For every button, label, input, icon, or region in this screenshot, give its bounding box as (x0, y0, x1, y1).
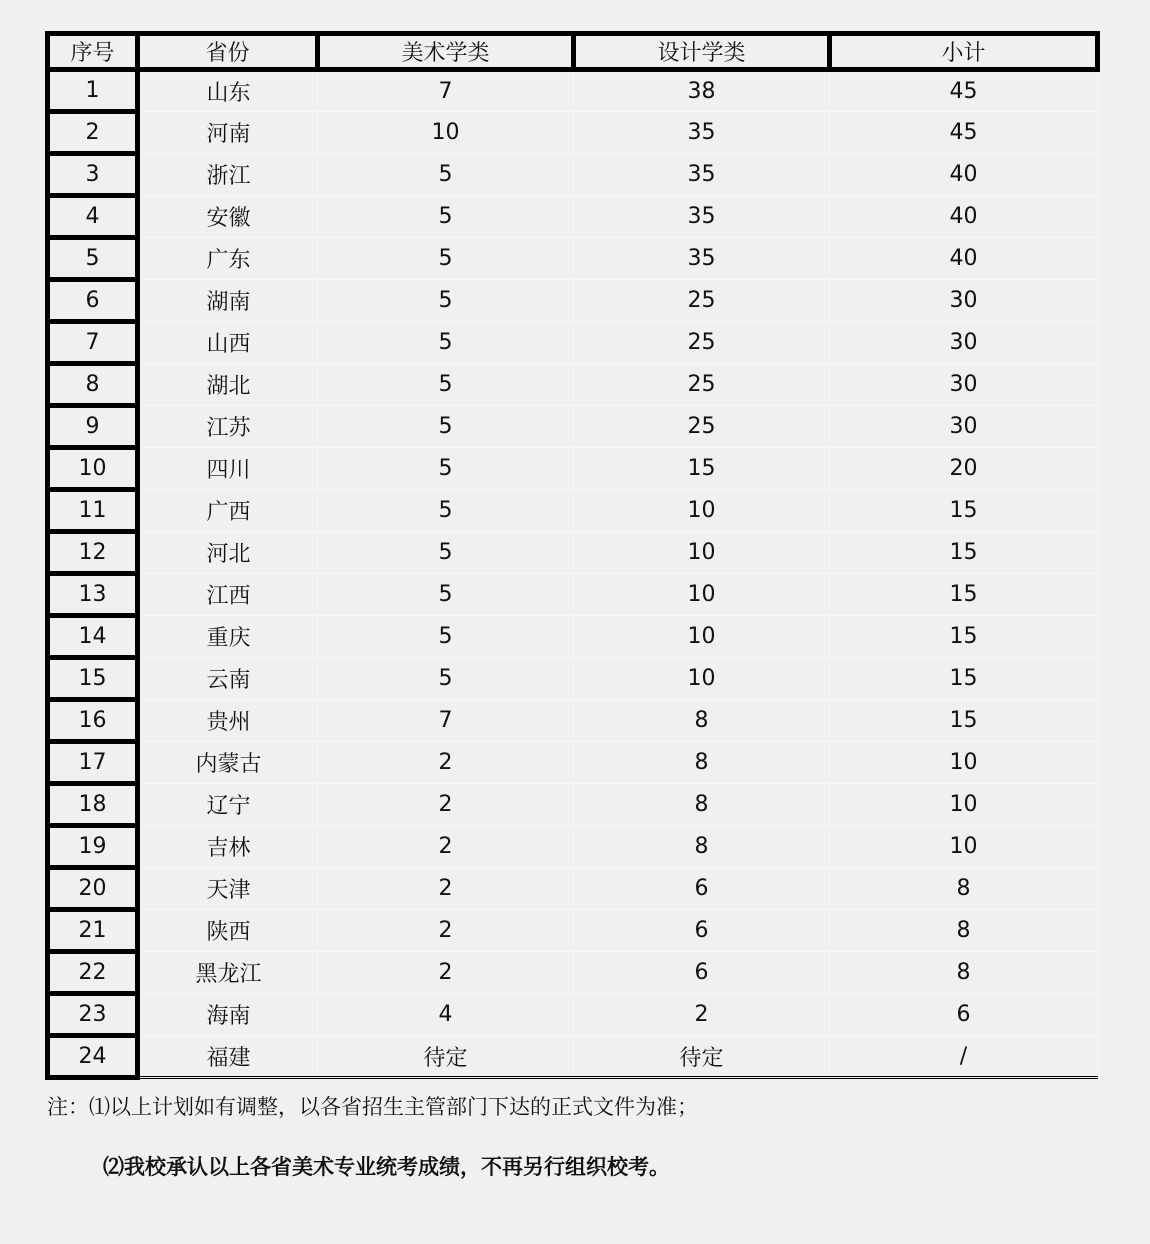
table-body (48, 70, 1098, 1078)
cell-fine-arts: 2 (318, 784, 574, 826)
cell-subtotal: 20 (830, 448, 1098, 490)
cell-province: 湖北 (138, 364, 318, 406)
cell-province: 内蒙古 (138, 742, 318, 784)
cell-design: 6 (574, 868, 830, 910)
table-row (48, 280, 1098, 322)
cell-province: 福建 (138, 1036, 318, 1078)
cell-fine-arts: 2 (318, 952, 574, 994)
cell-design: 35 (574, 154, 830, 196)
cell-subtotal: 45 (830, 70, 1098, 112)
cell-fine-arts: 7 (318, 70, 574, 112)
cell-province: 山西 (138, 322, 318, 364)
cell-fine-arts: 2 (318, 868, 574, 910)
cell-province: 江苏 (138, 406, 318, 448)
cell-province: 浙江 (138, 154, 318, 196)
cell-province: 江西 (138, 574, 318, 616)
cell-subtotal: 30 (830, 364, 1098, 406)
cell-fine-arts: 2 (318, 910, 574, 952)
cell-index: 13 (48, 574, 138, 616)
cell-index: 19 (48, 826, 138, 868)
enrollment-quota-table (45, 31, 1100, 1080)
cell-index: 20 (48, 868, 138, 910)
cell-design: 10 (574, 616, 830, 658)
cell-subtotal: 45 (830, 112, 1098, 154)
cell-index: 24 (48, 1036, 138, 1078)
cell-province: 海南 (138, 994, 318, 1036)
cell-subtotal: 30 (830, 406, 1098, 448)
cell-subtotal: / (830, 1036, 1098, 1078)
table-row (48, 910, 1098, 952)
cell-fine-arts: 5 (318, 574, 574, 616)
cell-province: 广东 (138, 238, 318, 280)
table-row (48, 574, 1098, 616)
cell-subtotal: 8 (830, 910, 1098, 952)
cell-index: 11 (48, 490, 138, 532)
cell-index: 18 (48, 784, 138, 826)
cell-subtotal: 40 (830, 154, 1098, 196)
cell-province: 贵州 (138, 700, 318, 742)
cell-design: 38 (574, 70, 830, 112)
cell-design: 25 (574, 364, 830, 406)
table-row (48, 322, 1098, 364)
table-row (48, 238, 1098, 280)
cell-design: 6 (574, 910, 830, 952)
cell-design: 8 (574, 784, 830, 826)
cell-subtotal: 15 (830, 574, 1098, 616)
table-row (48, 616, 1098, 658)
table-row (48, 826, 1098, 868)
cell-fine-arts: 5 (318, 322, 574, 364)
cell-fine-arts: 10 (318, 112, 574, 154)
cell-index: 23 (48, 994, 138, 1036)
table-row (48, 112, 1098, 154)
table-row (48, 868, 1098, 910)
cell-subtotal: 15 (830, 616, 1098, 658)
cell-subtotal: 15 (830, 658, 1098, 700)
cell-fine-arts: 5 (318, 448, 574, 490)
table-row (48, 448, 1098, 490)
cell-index: 1 (48, 70, 138, 112)
note-exam-recognition: ⑵我校承认以上各省美术专业统考成绩，不再另行组织校考。 (103, 1155, 670, 1179)
cell-province: 辽宁 (138, 784, 318, 826)
cell-fine-arts: 5 (318, 154, 574, 196)
cell-province: 陕西 (138, 910, 318, 952)
cell-index: 9 (48, 406, 138, 448)
cell-province: 湖南 (138, 280, 318, 322)
cell-province: 广西 (138, 490, 318, 532)
cell-index: 15 (48, 658, 138, 700)
table-row (48, 742, 1098, 784)
cell-fine-arts: 5 (318, 406, 574, 448)
table-row (48, 658, 1098, 700)
cell-province: 云南 (138, 658, 318, 700)
table-row (48, 406, 1098, 448)
cell-design: 15 (574, 448, 830, 490)
cell-subtotal: 30 (830, 280, 1098, 322)
cell-index: 17 (48, 742, 138, 784)
table-row (48, 532, 1098, 574)
cell-index: 7 (48, 322, 138, 364)
cell-index: 12 (48, 532, 138, 574)
cell-province: 黑龙江 (138, 952, 318, 994)
cell-province: 吉林 (138, 826, 318, 868)
cell-subtotal: 15 (830, 700, 1098, 742)
cell-subtotal: 15 (830, 532, 1098, 574)
cell-province: 安徽 (138, 196, 318, 238)
cell-design: 10 (574, 658, 830, 700)
cell-index: 10 (48, 448, 138, 490)
cell-subtotal: 40 (830, 238, 1098, 280)
cell-fine-arts: 5 (318, 280, 574, 322)
cell-subtotal: 10 (830, 826, 1098, 868)
cell-index: 2 (48, 112, 138, 154)
cell-fine-arts: 5 (318, 196, 574, 238)
cell-design: 35 (574, 238, 830, 280)
cell-design: 35 (574, 196, 830, 238)
cell-index: 6 (48, 280, 138, 322)
cell-design: 25 (574, 406, 830, 448)
table-row (48, 196, 1098, 238)
table-row (48, 994, 1098, 1036)
cell-design: 8 (574, 826, 830, 868)
cell-index: 21 (48, 910, 138, 952)
cell-province: 山东 (138, 70, 318, 112)
cell-index: 4 (48, 196, 138, 238)
cell-index: 16 (48, 700, 138, 742)
cell-index: 3 (48, 154, 138, 196)
cell-design: 10 (574, 490, 830, 532)
header-fine-arts: 美术学类 (318, 34, 574, 70)
table-row (48, 1036, 1098, 1078)
cell-fine-arts: 5 (318, 658, 574, 700)
cell-fine-arts: 待定 (318, 1036, 574, 1078)
cell-design: 25 (574, 280, 830, 322)
cell-index: 22 (48, 952, 138, 994)
cell-index: 5 (48, 238, 138, 280)
cell-design: 6 (574, 952, 830, 994)
cell-subtotal: 6 (830, 994, 1098, 1036)
cell-fine-arts: 2 (318, 742, 574, 784)
cell-design: 35 (574, 112, 830, 154)
note-adjustment: 注：⑴以上计划如有调整，以各省招生主管部门下达的正式文件为准； (47, 1095, 698, 1119)
cell-design: 待定 (574, 1036, 830, 1078)
cell-subtotal: 10 (830, 784, 1098, 826)
table-row (48, 490, 1098, 532)
cell-fine-arts: 2 (318, 826, 574, 868)
cell-fine-arts: 5 (318, 238, 574, 280)
cell-index: 14 (48, 616, 138, 658)
cell-province: 重庆 (138, 616, 318, 658)
cell-design: 2 (574, 994, 830, 1036)
cell-subtotal: 15 (830, 490, 1098, 532)
cell-design: 8 (574, 742, 830, 784)
header-province: 省份 (138, 34, 318, 70)
cell-province: 河南 (138, 112, 318, 154)
cell-fine-arts: 4 (318, 994, 574, 1036)
cell-subtotal: 30 (830, 322, 1098, 364)
cell-fine-arts: 5 (318, 364, 574, 406)
cell-subtotal: 10 (830, 742, 1098, 784)
cell-fine-arts: 5 (318, 490, 574, 532)
cell-fine-arts: 5 (318, 532, 574, 574)
cell-design: 25 (574, 322, 830, 364)
header-subtotal: 小计 (830, 34, 1098, 70)
table-row (48, 364, 1098, 406)
cell-province: 四川 (138, 448, 318, 490)
table-row (48, 154, 1098, 196)
cell-fine-arts: 7 (318, 700, 574, 742)
cell-subtotal: 8 (830, 952, 1098, 994)
table-header-row (48, 34, 1098, 70)
cell-index: 8 (48, 364, 138, 406)
cell-subtotal: 8 (830, 868, 1098, 910)
cell-subtotal: 40 (830, 196, 1098, 238)
cell-design: 8 (574, 700, 830, 742)
header-design: 设计学类 (574, 34, 830, 70)
cell-design: 10 (574, 574, 830, 616)
cell-province: 天津 (138, 868, 318, 910)
cell-province: 河北 (138, 532, 318, 574)
table-row (48, 700, 1098, 742)
cell-design: 10 (574, 532, 830, 574)
table-row (48, 70, 1098, 112)
table-row (48, 952, 1098, 994)
header-index: 序号 (48, 34, 138, 70)
cell-fine-arts: 5 (318, 616, 574, 658)
table-row (48, 784, 1098, 826)
